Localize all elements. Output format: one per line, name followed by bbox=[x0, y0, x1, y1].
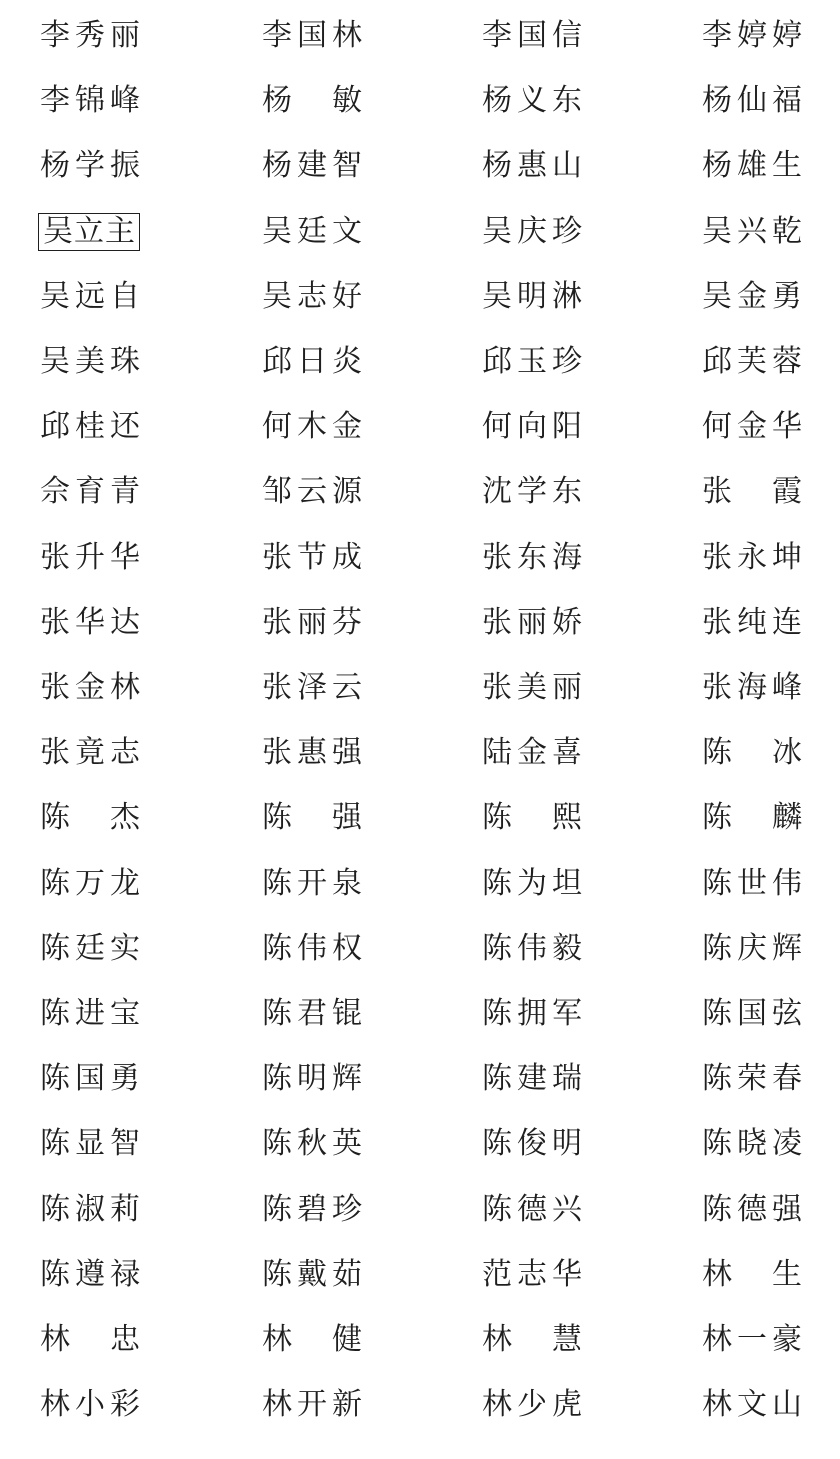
name-entry: 范 志 华 bbox=[482, 1256, 582, 1292]
name-entry: 陈 淑 莉 bbox=[40, 1191, 140, 1227]
name-entry: 林 文 山 bbox=[702, 1387, 802, 1423]
name-entry: 陈 建 瑞 bbox=[482, 1061, 582, 1097]
name-entry: 杨 雄 生 bbox=[702, 148, 802, 184]
name-entry: 张 永 坤 bbox=[702, 539, 802, 575]
name-entry: 陈 国 弦 bbox=[702, 996, 802, 1031]
name-entry: 李 秀 丽 bbox=[40, 18, 140, 53]
name-entry: 陈 晓 凌 bbox=[702, 1126, 802, 1162]
name-entry: 张 东 海 bbox=[482, 539, 582, 575]
name-entry: 陈 遵 禄 bbox=[40, 1256, 140, 1292]
name-entry: 吴 明 淋 bbox=[482, 278, 582, 314]
name-entry: 杨 义 东 bbox=[482, 83, 582, 119]
name-entry: 陆 金 喜 bbox=[482, 735, 582, 771]
name-entry: 林 健 bbox=[262, 1322, 362, 1357]
name-entry: 吴 立 主 bbox=[38, 213, 140, 251]
name-entry: 何 木 金 bbox=[262, 409, 362, 445]
name-entry: 邱 日 炎 bbox=[262, 344, 362, 379]
name-entry: 陈 碧 珍 bbox=[262, 1191, 362, 1227]
name-entry: 陈 杰 bbox=[40, 800, 140, 836]
name-entry: 杨 仙 福 bbox=[702, 83, 802, 119]
name-entry: 邹 云 源 bbox=[262, 474, 362, 510]
name-entry: 李 婷 婷 bbox=[702, 18, 802, 53]
name-entry: 张 泽 云 bbox=[262, 670, 362, 705]
name-entry: 邱 桂 还 bbox=[40, 409, 140, 445]
name-entry: 陈 庆 辉 bbox=[702, 930, 802, 966]
name-entry: 吴 远 自 bbox=[40, 278, 140, 314]
name-entry: 林 开 新 bbox=[262, 1387, 362, 1423]
name-entry: 陈 戴 茹 bbox=[262, 1256, 362, 1292]
name-entry: 吴 兴 乾 bbox=[702, 213, 802, 249]
name-entry: 陈 万 龙 bbox=[40, 865, 140, 901]
name-entry: 陈 冰 bbox=[702, 735, 802, 771]
name-entry: 陈 国 勇 bbox=[40, 1061, 140, 1097]
name-entry: 李 锦 峰 bbox=[40, 83, 140, 119]
name-entry: 杨 建 智 bbox=[262, 148, 362, 184]
name-entry: 陈 伟 权 bbox=[262, 930, 362, 966]
name-entry: 何 金 华 bbox=[702, 409, 802, 445]
name-entry: 吴 廷 文 bbox=[262, 213, 362, 249]
name-entry: 杨 敏 bbox=[262, 83, 362, 119]
name-entry: 陈 荣 春 bbox=[702, 1061, 802, 1097]
name-entry: 陈 显 智 bbox=[40, 1126, 140, 1162]
name-entry: 杨 学 振 bbox=[40, 148, 140, 184]
name-entry: 张 丽 娇 bbox=[482, 604, 582, 640]
name-entry: 陈 强 bbox=[262, 800, 362, 836]
name-entry: 李 国 林 bbox=[262, 18, 362, 53]
name-entry: 陈 世 伟 bbox=[702, 865, 802, 901]
name-entry: 张 竟 志 bbox=[40, 735, 140, 771]
name-entry: 张 丽 芬 bbox=[262, 604, 362, 640]
name-entry: 陈 开 泉 bbox=[262, 865, 362, 901]
name-entry: 林 慧 bbox=[482, 1322, 582, 1357]
name-entry: 陈 德 强 bbox=[702, 1191, 802, 1227]
name-entry: 林 少 虎 bbox=[482, 1387, 582, 1423]
name-entry: 沈 学 东 bbox=[482, 474, 582, 510]
name-entry: 陈 伟 毅 bbox=[482, 930, 582, 966]
name-entry: 陈 君 锟 bbox=[262, 996, 362, 1031]
name-entry: 邱 芙 蓉 bbox=[702, 344, 802, 379]
name-entry: 陈 廷 实 bbox=[40, 930, 140, 966]
name-entry: 张 霞 bbox=[702, 474, 802, 510]
name-entry: 邱 玉 珍 bbox=[482, 344, 582, 379]
name-entry: 陈 拥 军 bbox=[482, 996, 582, 1031]
name-entry: 陈 秋 英 bbox=[262, 1126, 362, 1162]
name-entry: 陈 熙 bbox=[482, 800, 582, 836]
name-entry: 吴 庆 珍 bbox=[482, 213, 582, 249]
name-entry: 张 节 成 bbox=[262, 539, 362, 575]
name-entry: 张 纯 连 bbox=[702, 604, 802, 640]
name-entry: 陈 德 兴 bbox=[482, 1191, 582, 1227]
name-entry: 陈 麟 bbox=[702, 800, 802, 836]
name-entry: 陈 进 宝 bbox=[40, 996, 140, 1031]
name-entry: 吴 志 好 bbox=[262, 278, 362, 314]
name-entry: 张 金 林 bbox=[40, 670, 140, 705]
name-entry: 陈 为 坦 bbox=[482, 865, 582, 901]
name-entry: 李 国 信 bbox=[482, 18, 582, 53]
name-entry: 何 向 阳 bbox=[482, 409, 582, 445]
name-entry: 杨 惠 山 bbox=[482, 148, 582, 184]
name-entry: 吴 金 勇 bbox=[702, 278, 802, 314]
name-entry: 张 海 峰 bbox=[702, 670, 802, 705]
name-entry: 林 一 豪 bbox=[702, 1322, 802, 1357]
name-entry: 佘 育 青 bbox=[40, 474, 140, 510]
name-entry: 张 美 丽 bbox=[482, 670, 582, 705]
name-entry: 张 升 华 bbox=[40, 539, 140, 575]
name-entry: 吴 美 珠 bbox=[40, 344, 140, 379]
name-entry: 林 小 彩 bbox=[40, 1387, 140, 1423]
name-entry: 林 忠 bbox=[40, 1322, 140, 1357]
name-entry: 张 华 达 bbox=[40, 604, 140, 640]
name-entry: 陈 俊 明 bbox=[482, 1126, 582, 1162]
name-entry: 张 惠 强 bbox=[262, 735, 362, 771]
name-entry: 林 生 bbox=[702, 1256, 802, 1292]
name-entry: 陈 明 辉 bbox=[262, 1061, 362, 1097]
